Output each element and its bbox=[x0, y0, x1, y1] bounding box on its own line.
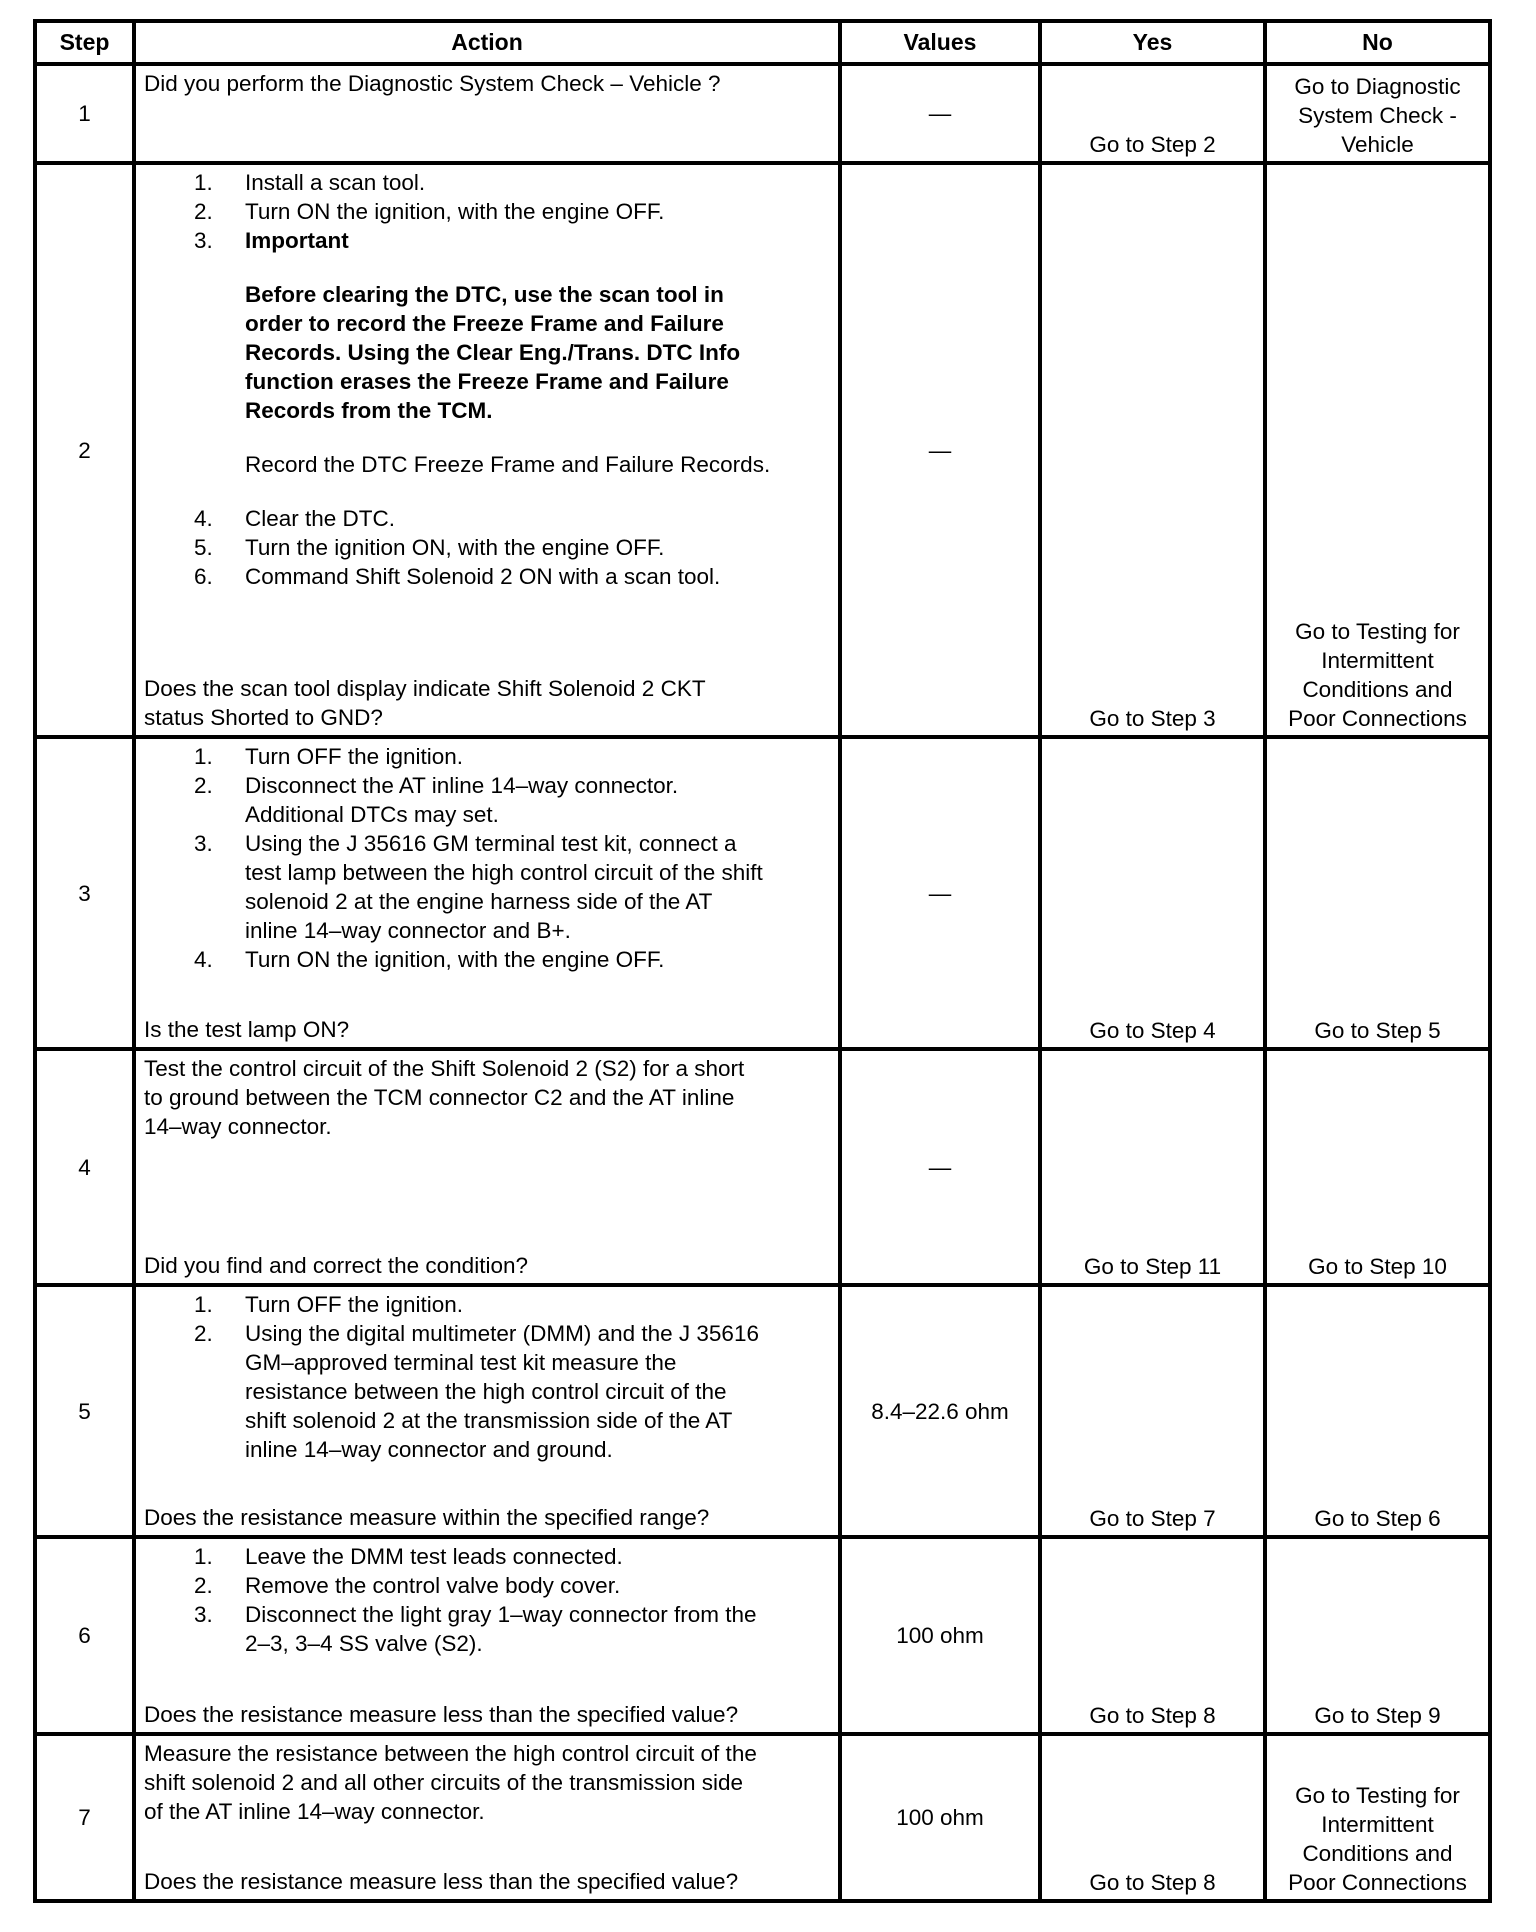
step-number: 7 bbox=[37, 1736, 132, 1899]
list-item-text: Using the J 35616 GM terminal test kit, connect a bbox=[245, 831, 737, 856]
list-item-text: GM–approved terminal test kit measure the bbox=[245, 1350, 677, 1375]
value-cell: 8.4–22.6 ohm bbox=[842, 1287, 1038, 1535]
header-values: Values bbox=[842, 23, 1038, 62]
list-number: 3. bbox=[194, 228, 213, 253]
action-cell bbox=[136, 165, 838, 735]
value-cell: 100 ohm bbox=[842, 1539, 1038, 1732]
no-text: Conditions and bbox=[1302, 677, 1453, 702]
no-cell bbox=[1267, 1051, 1488, 1283]
list-item bbox=[144, 945, 834, 974]
no-cell bbox=[1267, 165, 1488, 735]
list-number: 2. bbox=[194, 773, 213, 798]
list-item bbox=[144, 533, 834, 562]
no-cell bbox=[1267, 1287, 1488, 1535]
step-number: 3 bbox=[37, 739, 132, 1047]
question-line: status Shorted to GND? bbox=[144, 705, 383, 730]
list-item-body bbox=[245, 562, 834, 591]
list-item-body bbox=[245, 945, 834, 974]
list-item-body bbox=[245, 1600, 834, 1658]
list-item bbox=[144, 1542, 834, 1571]
no-text: Go to Step 5 bbox=[1314, 1018, 1441, 1043]
no-text: Conditions and bbox=[1302, 1841, 1453, 1866]
value-cell: — bbox=[842, 1051, 1038, 1283]
list-item-text: Disconnect the light gray 1–way connector from the bbox=[245, 1602, 757, 1627]
note-line: Record the DTC Freeze Frame and Failure Records. bbox=[245, 452, 771, 477]
list-item-body bbox=[245, 1571, 834, 1600]
list-number: 3. bbox=[194, 831, 213, 856]
question bbox=[144, 1503, 834, 1532]
action-text: of the AT inline 14–way connector. bbox=[144, 1799, 485, 1824]
question bbox=[144, 674, 834, 732]
list-item-body bbox=[245, 829, 834, 945]
yes-cell bbox=[1042, 1736, 1263, 1899]
note-line: Records. Using the Clear Eng./Trans. DTC Info bbox=[245, 340, 741, 365]
list-number: 1. bbox=[194, 170, 213, 195]
list-number: 1. bbox=[194, 744, 213, 769]
list-item bbox=[144, 1571, 834, 1600]
list-number: 3. bbox=[194, 1602, 213, 1627]
no-text: Intermittent bbox=[1321, 648, 1434, 673]
list-item-body bbox=[245, 533, 834, 562]
value-cell: — bbox=[842, 739, 1038, 1047]
step-number: 5 bbox=[37, 1287, 132, 1535]
question-line: Is the test lamp ON? bbox=[144, 1017, 350, 1042]
note-line: function erases the Freeze Frame and Failure bbox=[245, 369, 729, 394]
list-number: 6. bbox=[194, 564, 213, 589]
no-text: Go to Step 10 bbox=[1308, 1254, 1447, 1279]
list-item-text: Clear the DTC. bbox=[245, 506, 396, 531]
list-item bbox=[144, 168, 834, 197]
list-item-body bbox=[245, 168, 834, 197]
list-item-body bbox=[245, 1319, 834, 1464]
diagnostic-table bbox=[33, 19, 1492, 1903]
list-item-body bbox=[245, 226, 834, 479]
no-text: Poor Connections bbox=[1288, 1870, 1467, 1895]
list-number: 4. bbox=[194, 947, 213, 972]
list-item-text: test lamp between the high control circuit of the shift bbox=[245, 860, 763, 885]
note-line: Records from the TCM. bbox=[245, 398, 493, 423]
list-number: 4. bbox=[194, 506, 213, 531]
no-text: System Check - bbox=[1298, 103, 1457, 128]
no-cell bbox=[1267, 1539, 1488, 1732]
list-item-text: Using the digital multimeter (DMM) and the J 35616 bbox=[245, 1321, 759, 1346]
list-item-text: Install a scan tool. bbox=[245, 170, 426, 195]
yes-cell bbox=[1042, 739, 1263, 1047]
header-no: No bbox=[1267, 23, 1488, 62]
list-item bbox=[144, 562, 834, 591]
yes-text: Go to Step 4 bbox=[1089, 1018, 1216, 1043]
action-cell bbox=[136, 739, 838, 1047]
list-number: 1. bbox=[194, 1292, 213, 1317]
action-cell bbox=[136, 1051, 838, 1283]
list-item-text: inline 14–way connector and ground. bbox=[245, 1437, 613, 1462]
no-text: Go to Testing for bbox=[1295, 619, 1460, 644]
list-number: 1. bbox=[194, 1544, 213, 1569]
list-item-body bbox=[245, 1290, 834, 1319]
note-line: order to record the Freeze Frame and Failure bbox=[245, 311, 724, 336]
no-cell bbox=[1267, 66, 1488, 161]
list-item-text: Turn the ignition ON, with the engine OFF. bbox=[245, 535, 665, 560]
yes-cell bbox=[1042, 165, 1263, 735]
no-text: Go to Diagnostic bbox=[1294, 74, 1461, 99]
yes-text: Go to Step 3 bbox=[1089, 706, 1216, 731]
action-text: to ground between the TCM connector C2 and the AT inline bbox=[144, 1085, 735, 1110]
list-number: 2. bbox=[194, 1573, 213, 1598]
yes-text: Go to Step 7 bbox=[1089, 1506, 1216, 1531]
list-item-body bbox=[245, 504, 834, 533]
no-cell bbox=[1267, 739, 1488, 1047]
question-line: Did you find and correct the condition? bbox=[144, 1253, 528, 1278]
list-item bbox=[144, 504, 834, 533]
yes-text: Go to Step 2 bbox=[1089, 132, 1216, 157]
question bbox=[144, 1867, 834, 1896]
question bbox=[144, 1251, 834, 1280]
yes-text: Go to Step 11 bbox=[1083, 1254, 1222, 1279]
question-line: Does the resistance measure less than the specified value? bbox=[144, 1869, 739, 1894]
list-item bbox=[144, 197, 834, 226]
no-text: Intermittent bbox=[1321, 1812, 1434, 1837]
list-item bbox=[144, 1290, 834, 1319]
list-item-text: solenoid 2 at the engine harness side of the AT bbox=[245, 889, 713, 914]
header-yes: Yes bbox=[1042, 23, 1263, 62]
list-item-text: Turn OFF the ignition. bbox=[245, 1292, 464, 1317]
action-text: Did you perform the Diagnostic System Check – Vehicle ? bbox=[144, 71, 721, 96]
list-number: 2. bbox=[194, 199, 213, 224]
list-item-text: 2–3, 3–4 SS valve (S2). bbox=[245, 1631, 483, 1656]
action-cell bbox=[136, 1736, 838, 1899]
list-item-text: Turn OFF the ignition. bbox=[245, 744, 464, 769]
question-line: Does the resistance measure within the specified range? bbox=[144, 1505, 710, 1530]
spacer bbox=[144, 479, 834, 504]
list-item-text: inline 14–way connector and B+. bbox=[245, 918, 571, 943]
step-number: 6 bbox=[37, 1539, 132, 1732]
action-cell bbox=[136, 1287, 838, 1535]
yes-text: Go to Step 8 bbox=[1089, 1870, 1216, 1895]
list-item-text: Leave the DMM test leads connected. bbox=[245, 1544, 623, 1569]
list-item-text: Turn ON the ignition, with the engine OFF. bbox=[245, 199, 665, 224]
action-cell bbox=[136, 66, 838, 161]
list-item bbox=[144, 771, 834, 829]
list-item-text: Command Shift Solenoid 2 ON with a scan tool. bbox=[245, 564, 721, 589]
step-number: 4 bbox=[37, 1051, 132, 1283]
step-number: 2 bbox=[37, 165, 132, 735]
spacer bbox=[245, 255, 834, 280]
spacer bbox=[245, 425, 834, 450]
action-cell bbox=[136, 1539, 838, 1732]
yes-text: Go to Step 8 bbox=[1089, 1703, 1216, 1728]
question-line: Does the resistance measure less than the specified value? bbox=[144, 1702, 739, 1727]
list-item bbox=[144, 742, 834, 771]
value-cell: — bbox=[842, 165, 1038, 735]
list-item-text: resistance between the high control circuit of the bbox=[245, 1379, 727, 1404]
list-item bbox=[144, 226, 834, 479]
step-number: 1 bbox=[37, 66, 132, 161]
question bbox=[144, 1700, 834, 1729]
no-text: Go to Testing for bbox=[1295, 1783, 1460, 1808]
list-item-body bbox=[245, 771, 834, 829]
list-item-text: Disconnect the AT inline 14–way connector. bbox=[245, 773, 679, 798]
yes-cell bbox=[1042, 1051, 1263, 1283]
note-line: Before clearing the DTC, use the scan tool in bbox=[245, 282, 724, 307]
no-text: Vehicle bbox=[1341, 132, 1414, 157]
list-item-body bbox=[245, 1542, 834, 1571]
value-cell: — bbox=[842, 66, 1038, 161]
list-number: 2. bbox=[194, 1321, 213, 1346]
no-text: Poor Connections bbox=[1288, 706, 1467, 731]
value-cell: 100 ohm bbox=[842, 1736, 1038, 1899]
action-text: shift solenoid 2 and all other circuits of the transmission side bbox=[144, 1770, 744, 1795]
note-text bbox=[245, 450, 834, 479]
important-note bbox=[245, 280, 834, 425]
action-text: Test the control circuit of the Shift Solenoid 2 (S2) for a short bbox=[144, 1056, 745, 1081]
no-text: Go to Step 9 bbox=[1314, 1703, 1441, 1728]
list-item-text: Turn ON the ignition, with the engine OFF. bbox=[245, 947, 665, 972]
action-text: 14–way connector. bbox=[144, 1114, 332, 1139]
list-item-text: Remove the control valve body cover. bbox=[245, 1573, 621, 1598]
list-item-text: shift solenoid 2 at the transmission side of the AT bbox=[245, 1408, 733, 1433]
list-item-text: Important bbox=[245, 228, 349, 253]
list-item-body bbox=[245, 197, 834, 226]
no-text: Go to Step 6 bbox=[1314, 1506, 1441, 1531]
no-cell bbox=[1267, 1736, 1488, 1899]
action-text: Measure the resistance between the high control circuit of the bbox=[144, 1741, 757, 1766]
list-item bbox=[144, 1600, 834, 1658]
list-item bbox=[144, 829, 834, 945]
list-item-body bbox=[245, 742, 834, 771]
list-item-text: Additional DTCs may set. bbox=[245, 802, 499, 827]
header-step: Step bbox=[37, 23, 132, 62]
list-item bbox=[144, 1319, 834, 1464]
yes-cell bbox=[1042, 1287, 1263, 1535]
yes-cell bbox=[1042, 1539, 1263, 1732]
question-line: Does the scan tool display indicate Shift Solenoid 2 CKT bbox=[144, 676, 706, 701]
header-action: Action bbox=[136, 23, 838, 62]
yes-cell bbox=[1042, 66, 1263, 161]
question bbox=[144, 1015, 834, 1044]
list-number: 5. bbox=[194, 535, 213, 560]
